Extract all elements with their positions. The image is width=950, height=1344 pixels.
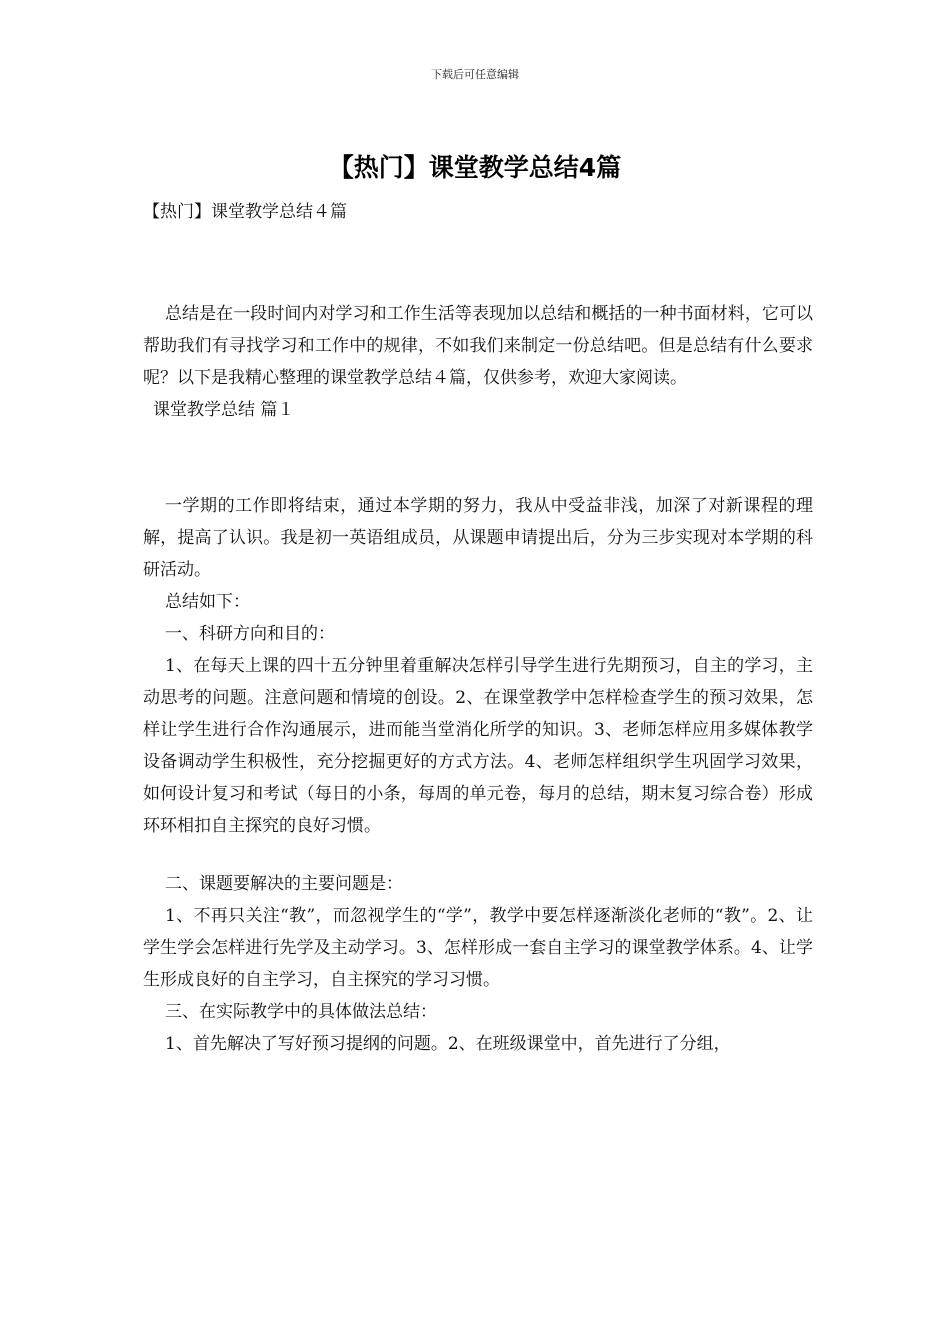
body-paragraph: 1、不再只关注“教”，而忽视学生的“学”，教学中要怎样逐渐淡化老师的“教”。2、让学生学会怎样进行先学及主动学习。3、怎样形成一套自主学习的课堂教学体系。4、让学生形成良好的自主学习，自主探究的学习习惯。 <box>143 906 813 990</box>
document-subtitle: 【热门】课堂教学总结４篇 <box>143 202 347 222</box>
intro-paragraph: 总结是在一段时间内对学习和工作生活等表现加以总结和概括的一种书面材料，它可以帮助我们有寻找学习和工作中的规律，不如我们来制定一份总结吧。但是总结有什么要求呢？以下是我精心整理的课堂教学总结４篇，仅供参考，欢迎大家阅读。 <box>143 304 813 388</box>
body-paragraph: 总结如下： <box>165 592 250 612</box>
header-note: 下载后可任意编辑 <box>431 68 519 81</box>
document-title: 【热门】课堂教学总结4篇 <box>328 153 622 182</box>
body-paragraph: 1、在每天上课的四十五分钟里着重解决怎样引导学生进行先期预习，自主的学习，主动思考的问题。注意问题和情境的创设。2、在课堂教学中怎样检查学生的预习效果，怎样让学生进行合作沟通展示，进而能当堂消化所学的知识。3、老师怎样应用多媒体教学设备调动学生积极性，充分挖掘更好的方式方法。4、老师怎样组织学生巩固学习效果，如何设计复习和考试（每日的小条，每周的单元卷，每月的总结，期末复习综合卷）形成环环相扣自主探究的良好习惯。 <box>143 656 813 836</box>
body-paragraph: 1、首先解决了写好预习提纲的问题。2、在班级课堂中，首先进行了分组， <box>165 1034 731 1054</box>
section-heading: 课堂教学总结 篇１ <box>153 400 295 420</box>
list-heading: 三、在实际教学中的具体做法总结： <box>165 1002 437 1022</box>
document-body <box>143 196 813 1060</box>
spacer <box>143 842 813 868</box>
list-heading: 二、课题要解决的主要问题是： <box>165 874 403 894</box>
spacer <box>143 426 813 490</box>
list-heading: 一、科研方向和目的： <box>165 624 335 644</box>
body-paragraph: 一学期的工作即将结束，通过本学期的努力，我从中受益非浅，加深了对新课程的理解，提高了认识。我是初一英语组成员，从课题申请提出后，分为三步实现对本学期的科研活动。 <box>143 496 813 580</box>
spacer <box>143 228 813 298</box>
